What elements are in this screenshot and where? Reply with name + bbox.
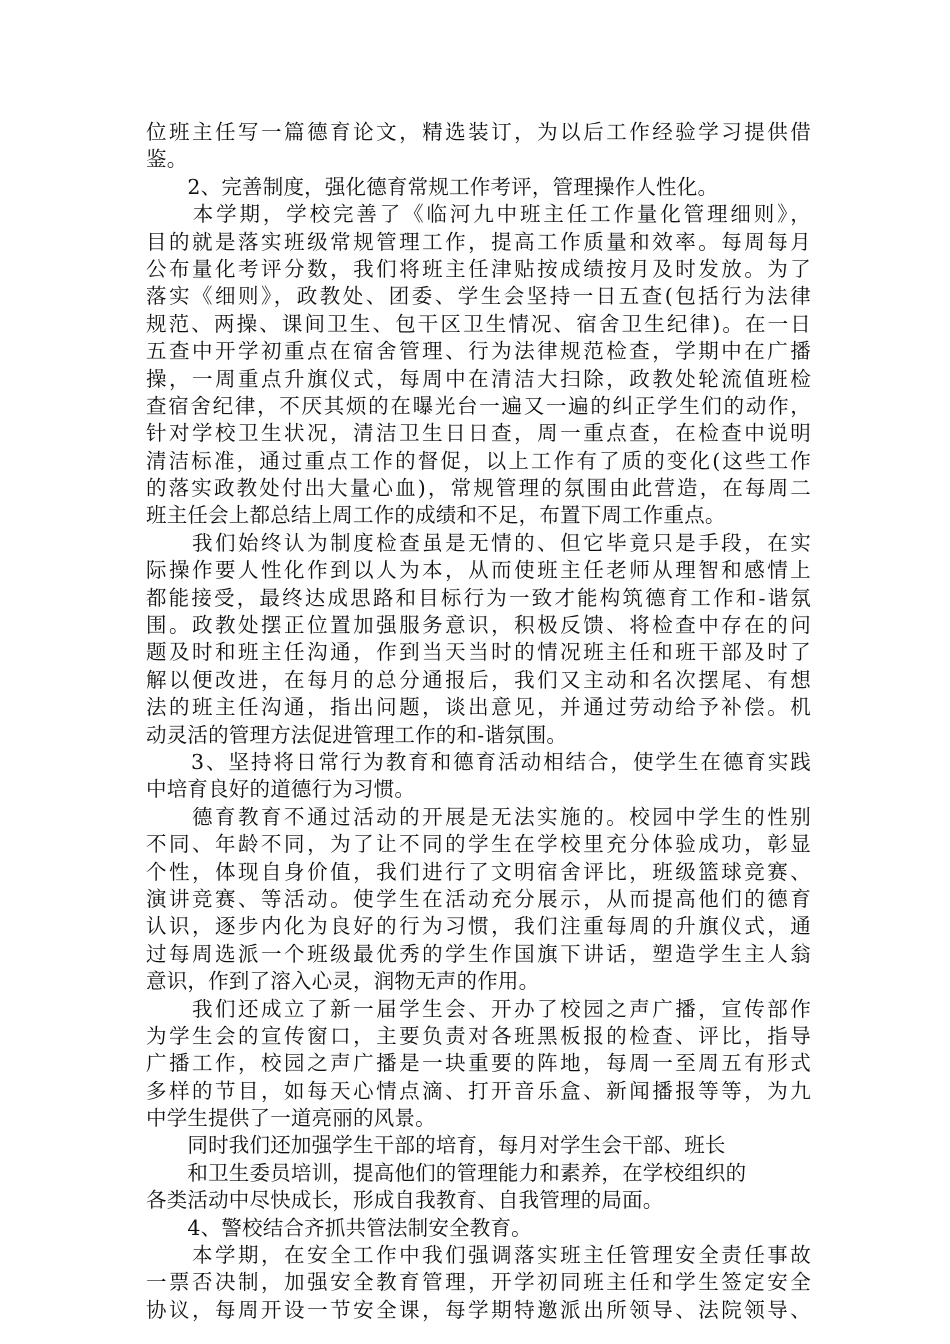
text-line: 个性，体现自身价值，我们进行了文明宿舍评比，班级篮球竞赛、 xyxy=(146,859,811,884)
text-line: 鉴。 xyxy=(146,147,188,172)
text-line: 各类活动中尽快成长，形成自我教育、自我管理的局面。 xyxy=(146,1188,664,1213)
text-line: 都能接受，最终达成思路和目标行为一致才能构筑德育工作和-谐氛 xyxy=(146,585,811,610)
text-line: 中学生提供了一道亮丽的风景。 xyxy=(146,1106,436,1131)
text-line: 演讲竞赛、等活动。使学生在活动充分展示，从而提高他们的德育 xyxy=(146,886,811,911)
text-line: 际操作要人性化作到以人为本，从而使班主任老师从理智和感情上 xyxy=(146,558,811,583)
text-line: 我们始终认为制度检查虽是无情的、但它毕竟只是手段，在实 xyxy=(146,530,811,555)
text-line: 为学生会的宣传窗口，主要负责对各班黑板报的检查、评比，指导 xyxy=(146,1023,811,1048)
text-line: 德育教育不通过活动的开展是无法实施的。校园中学生的性别 xyxy=(146,804,811,829)
text-line: 针对学校卫生状况，清洁卫生日日查，周一重点查，在检查中说明 xyxy=(146,421,811,446)
text-line: 和卫生委员培训，提高他们的管理能力和素养，在学校组织的 xyxy=(146,1160,747,1185)
text-line: 广播工作，校园之声广播是一块重要的阵地，每周一至周五有形式 xyxy=(146,1051,811,1076)
text-line: 目的就是落实班级常规管理工作，提高工作质量和效率。每周每月 xyxy=(146,229,811,254)
text-line: 法的班主任沟通，指出问题，谈出意见，并通过劳动给予补偿。机 xyxy=(146,695,811,720)
text-line: 同时我们还加强学生干部的培育，每月对学生会干部、班长 xyxy=(146,1133,726,1158)
text-line: 围。政教处摆正位置加强服务意识，积极反馈、将检查中存在的问 xyxy=(146,613,811,638)
text-line: 规范、两操、课间卫生、包干区卫生情况、宿舍卫生纪律)。在一日 xyxy=(146,311,811,336)
text-line: 意识，作到了溶入心灵，润物无声的作用。 xyxy=(146,969,540,994)
text-line: 位班主任写一篇德育论文，精选装订，为以后工作经验学习提供借 xyxy=(146,120,811,144)
text-line: 中培育良好的道德行为习惯。 xyxy=(146,777,416,802)
section-heading-2: 2、完善制度，强化德育常规工作考评，管理操作人性化。 xyxy=(146,174,719,199)
text-line: 班主任会上都总结上周工作的成绩和不足，布置下周工作重点。 xyxy=(146,503,726,528)
section-heading-4: 4、警校结合齐抓共管法制安全教育。 xyxy=(146,1215,532,1240)
text-line: 解以便改进，在每月的总分通报后，我们又主动和名次摆尾、有想 xyxy=(146,667,811,692)
text-line: 一票否决制，加强安全教育管理，开学初同班主任和学生签定安全 xyxy=(146,1270,811,1295)
text-line: 多样的节目，如每天心情点滴、打开音乐盒、新闻播报等等，为九 xyxy=(146,1078,811,1103)
text-line: 动灵活的管理方法促进管理工作的和-谐氛围。 xyxy=(146,722,568,747)
text-line: 不同、年龄不同，为了让不同的学生在学校里充分体验成功，彰显 xyxy=(146,832,811,857)
text-line: 清洁标准，通过重点工作的督促，以上工作有了质的变化(这些工作 xyxy=(146,448,811,473)
body-text xyxy=(146,119,811,1324)
text-line: 过每周选派一个班级最优秀的学生作国旗下讲话，塑造学生主人翁 xyxy=(146,941,811,966)
text-line: 本学期，学校完善了《临河九中班主任工作量化管理细则》， xyxy=(146,202,811,227)
text-line: 操，一周重点升旗仪式，每周中在清洁大扫除，政教处轮流值班检 xyxy=(146,366,811,391)
section-heading-3: 3、坚持将日常行为教育和德育活动相结合，使学生在德育实践 xyxy=(146,749,811,774)
text-line: 认识，逐步内化为良好的行为习惯，我们注重每周的升旗仪式，通 xyxy=(146,914,811,939)
text-line: 落实《细则》，政教处、团委、学生会坚持一日五查(包括行为法律 xyxy=(146,284,811,309)
text-line: 协议，每周开设一节安全课，每学期特邀派出所领导、法院领导、 xyxy=(146,1297,811,1322)
text-line: 五查中开学初重点在宿舍管理、行为法律规范检查，学期中在广播 xyxy=(146,339,811,364)
text-line: 本学期，在安全工作中我们强调落实班主任管理安全责任事故 xyxy=(146,1243,811,1268)
text-line: 我们还成立了新一届学生会、开办了校园之声广播，宣传部作 xyxy=(146,996,811,1021)
text-line: 题及时和班主任沟通，作到当天当时的情况班主任和班干部及时了 xyxy=(146,640,811,665)
text-line: 查宿舍纪律，不厌其烦的在曝光台一遍又一遍的纠正学生们的动作， xyxy=(146,393,811,418)
text-line: 的落实政教处付出大量心血)，常规管理的氛围由此营造，在每周二 xyxy=(146,476,811,501)
text-line: 公布量化考评分数，我们将班主任津贴按成绩按月及时发放。为了 xyxy=(146,256,811,281)
